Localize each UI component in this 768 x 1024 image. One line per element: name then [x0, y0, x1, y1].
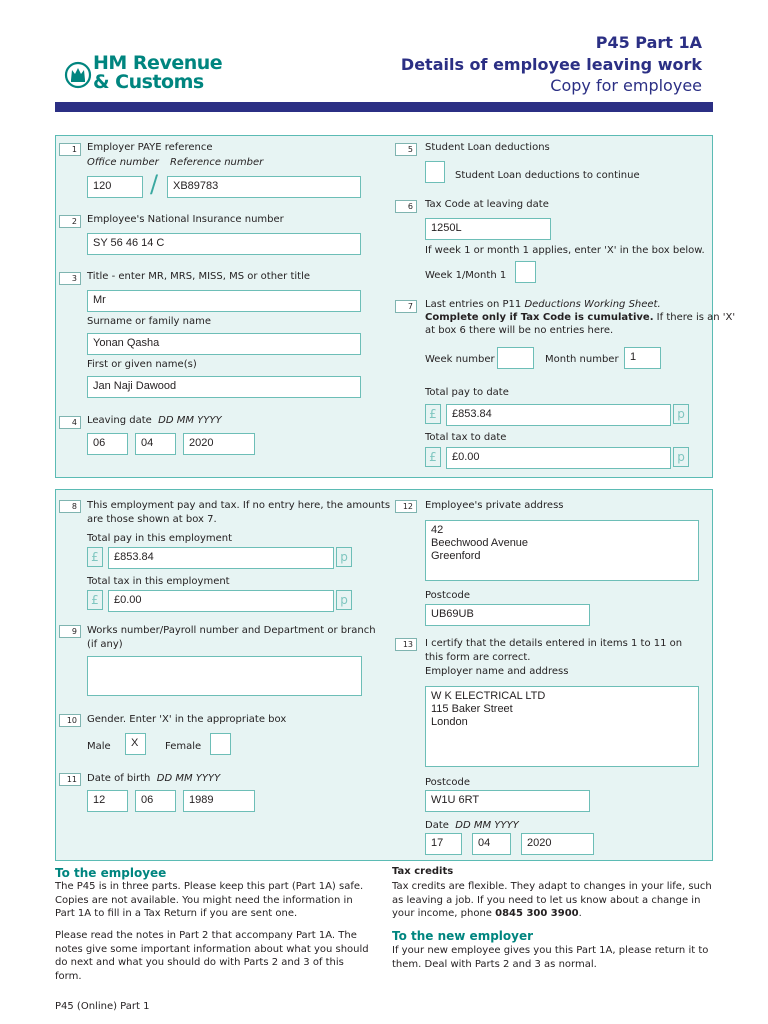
box-number-12: 12: [395, 500, 417, 513]
pence-sign-icon: p: [673, 404, 689, 424]
leaving-date-label: Leaving date DD MM YYYY: [87, 415, 222, 426]
student-loan-checkbox[interactable]: [425, 161, 445, 183]
form-subtitle: Details of employee leaving work: [400, 55, 702, 74]
student-loan-label: Student Loan deductions: [425, 142, 550, 153]
total-pay-to-date-label: Total pay to date: [425, 387, 509, 398]
certify-day-field[interactable]: 17: [425, 833, 462, 855]
p11-label: Last entries on P11 Deductions Working Sheet.: [425, 299, 661, 310]
header-rule: [55, 102, 713, 112]
given-name-field[interactable]: Jan Naji Dawood: [87, 376, 361, 398]
private-address-label: Employee's private address: [425, 500, 564, 511]
box-number-13: 13: [395, 638, 417, 651]
month-number-label: Month number: [545, 354, 619, 365]
title-label: Title - enter MR, MRS, MISS, MS or other title: [87, 271, 311, 282]
employee-note-1: The P45 is in three parts. Please keep this part (Part 1A) safe. Copies are not available. You might need the information in Part 1A to fill in a Tax Return if you are sent one.: [55, 881, 364, 919]
leaving-day-field[interactable]: 06: [87, 433, 128, 455]
box-number-2: 2: [59, 215, 81, 228]
pence-sign-icon: p: [336, 590, 352, 610]
private-address-field[interactable]: 42 Beechwood Avenue Greenford: [425, 520, 699, 581]
box-number-8: 8: [59, 500, 81, 513]
birth-day-field[interactable]: 12: [87, 790, 128, 812]
birth-year-field[interactable]: 1989: [183, 790, 255, 812]
total-pay-employment-label: Total pay in this employment: [87, 533, 233, 544]
cumulative-note-line2: at box 6 there will be no entries here.: [425, 325, 614, 336]
pound-sign-icon: £: [87, 590, 103, 610]
box-number-5: 5: [395, 143, 417, 156]
form-copy-label: Copy for employee: [550, 76, 702, 95]
total-tax-to-date-label: Total tax to date: [425, 432, 507, 443]
date-of-birth-label: Date of birth DD MM YYYY: [87, 773, 221, 784]
given-name-label: First or given name(s): [87, 359, 197, 370]
leaving-year-field[interactable]: 2020: [183, 433, 255, 455]
cumulative-note: Complete only if Tax Code is cumulative. If there is an 'X': [425, 312, 736, 323]
male-checkbox[interactable]: X: [125, 733, 146, 755]
leaving-month-field[interactable]: 04: [135, 433, 176, 455]
pound-sign-icon: £: [425, 404, 441, 424]
reference-number-field[interactable]: XB89783: [167, 176, 361, 198]
female-checkbox[interactable]: [210, 733, 231, 755]
pound-sign-icon: £: [87, 547, 103, 567]
week-number-field[interactable]: [497, 347, 534, 369]
certify-date-label: Date DD MM YYYY: [425, 820, 519, 831]
reference-number-label: Reference number: [170, 157, 264, 168]
paye-label: Employer PAYE reference: [87, 142, 213, 153]
total-pay-to-date-field[interactable]: £853.84: [446, 404, 671, 426]
private-postcode-field[interactable]: UB69UB: [425, 604, 590, 626]
office-number-label: Office number: [87, 157, 159, 168]
postcode-label: Postcode: [425, 590, 471, 601]
pound-sign-icon: £: [425, 447, 441, 467]
box-number-9: 9: [59, 625, 81, 638]
certify-label-line2: this form are correct.: [425, 652, 531, 663]
certify-month-field[interactable]: 04: [472, 833, 511, 855]
week1-month1-label: Week 1/Month 1: [425, 270, 507, 281]
hmrc-logo: [93, 54, 222, 92]
total-tax-employment-field[interactable]: £0.00: [108, 590, 334, 612]
logo-line2: & Customs: [93, 71, 204, 93]
employer-postcode-field[interactable]: W1U 6RT: [425, 790, 590, 812]
box-number-11: 11: [59, 773, 81, 786]
pence-sign-icon: p: [336, 547, 352, 567]
employment-pay-label: This employment pay and tax. If no entry here, the amounts: [87, 500, 391, 511]
gender-label: Gender. Enter 'X' in the appropriate box: [87, 714, 287, 725]
certify-year-field[interactable]: 2020: [521, 833, 594, 855]
total-tax-employment-label: Total tax in this employment: [87, 576, 230, 587]
footer-label: P45 (Online) Part 1: [55, 1001, 150, 1012]
crown-crest-icon: [64, 56, 92, 94]
month-number-field[interactable]: 1: [624, 347, 661, 369]
ni-number-label: Employee's National Insurance number: [87, 214, 284, 225]
employer-name-address-label: Employer name and address: [425, 666, 569, 677]
week1-note: If week 1 or month 1 applies, enter 'X' in the box below.: [425, 245, 705, 256]
box-number-6: 6: [395, 200, 417, 213]
male-label: Male: [87, 741, 111, 752]
box-number-10: 10: [59, 714, 81, 727]
ni-number-field[interactable]: SY 56 46 14 C: [87, 233, 361, 255]
office-number-field[interactable]: 120: [87, 176, 143, 198]
week1-month1-checkbox[interactable]: [515, 261, 536, 283]
surname-label: Surname or family name: [87, 316, 211, 327]
total-pay-employment-field[interactable]: £853.84: [108, 547, 334, 569]
logo-line1: HM Revenue: [93, 52, 223, 74]
works-number-label: Works number/Payroll number and Department or branch: [87, 625, 376, 636]
total-tax-to-date-field[interactable]: £0.00: [446, 447, 671, 469]
employer-postcode-label: Postcode: [425, 777, 471, 788]
employee-note-2: Please read the notes in Part 2 that accompany Part 1A. The notes give some important information about what you should do next and what you should do with Parts 2 and 3 of this form.: [55, 930, 369, 982]
title-field[interactable]: Mr: [87, 290, 361, 312]
employment-pay-label-line2: are those shown at box 7.: [87, 514, 217, 525]
works-number-label-line2: (if any): [87, 639, 123, 650]
tax-code-label: Tax Code at leaving date: [425, 199, 549, 210]
pence-sign-icon: p: [673, 447, 689, 467]
box-number-3: 3: [59, 272, 81, 285]
works-number-field[interactable]: [87, 656, 362, 696]
birth-month-field[interactable]: 06: [135, 790, 176, 812]
tax-credits-heading: Tax credits: [392, 866, 454, 877]
to-employee-heading: To the employee: [55, 866, 167, 880]
surname-field[interactable]: Yonan Qasha: [87, 333, 361, 355]
form-title: P45 Part 1A: [595, 33, 702, 52]
certify-label: I certify that the details entered in items 1 to 11 on: [425, 638, 683, 649]
box-number-1: 1: [59, 143, 81, 156]
box-number-7: 7: [395, 300, 417, 313]
new-employer-text: If your new employee gives you this Part 1A, please return it to them. Deal with Parts 2 and 3 as normal.: [392, 945, 709, 970]
week-number-label: Week number: [425, 354, 495, 365]
box-number-4: 4: [59, 416, 81, 429]
tax-code-field[interactable]: 1250L: [425, 218, 551, 240]
female-label: Female: [165, 741, 202, 752]
student-loan-continue-label: Student Loan deductions to continue: [455, 170, 640, 181]
slash-separator: /: [150, 170, 159, 198]
to-new-employer-heading: To the new employer: [392, 929, 534, 943]
employer-address-field[interactable]: W K ELECTRICAL LTD 115 Baker Street London: [425, 686, 699, 767]
tax-credits-text: Tax credits are flexible. They adapt to changes in your life, such as leaving a job. If you need to let us know about a change in your income, phone 0845 300 3900.: [392, 881, 712, 919]
